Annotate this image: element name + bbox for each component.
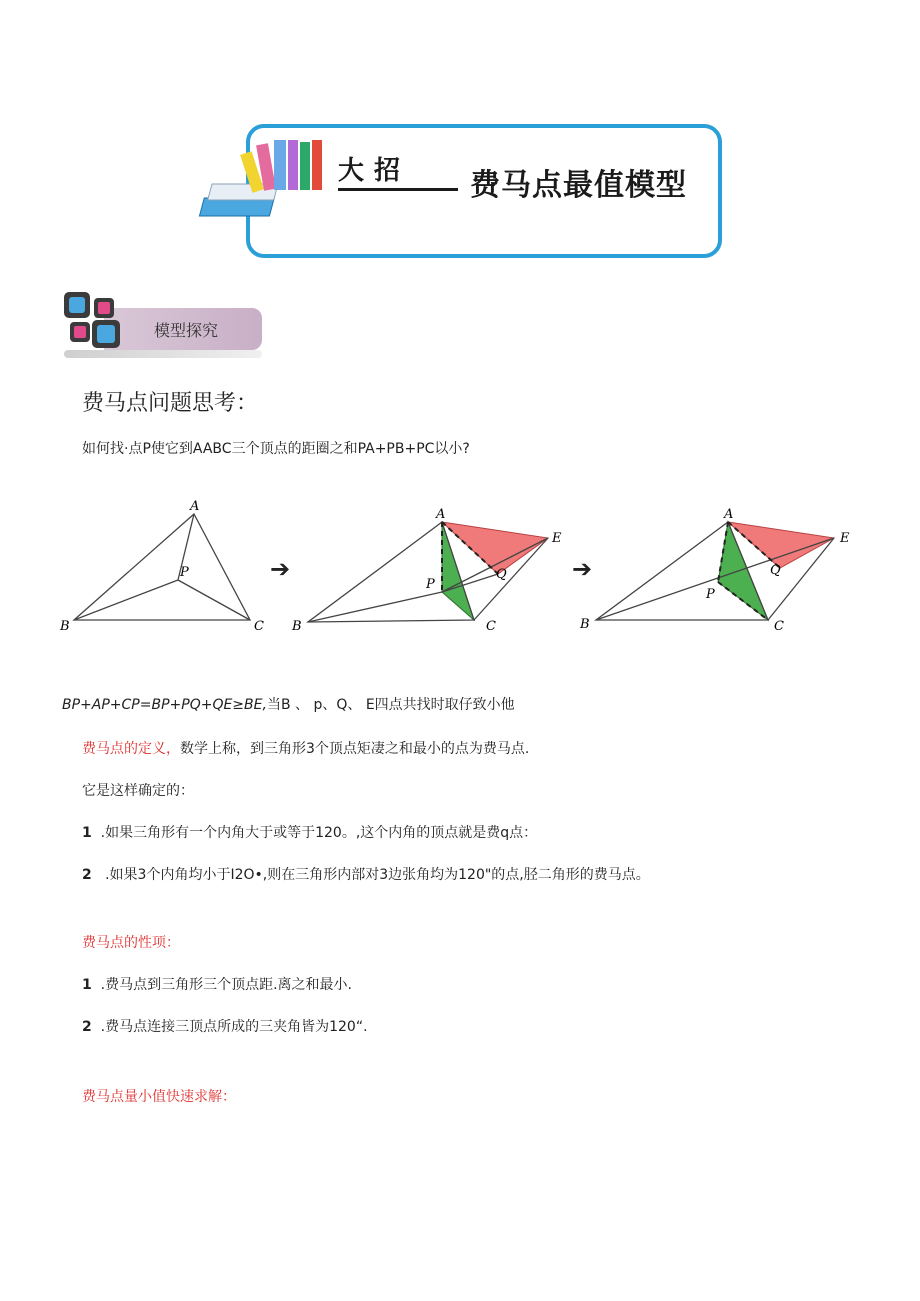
squares-icon [60, 290, 124, 354]
property-2-num: 2 [82, 1019, 92, 1035]
rule-1 [82, 822, 537, 842]
rule-1-text: .如果三角形有一个内角大于或等于120。,这个内角的顶点就是费q点： [100, 825, 538, 841]
figure-triangle-p [56, 496, 276, 636]
label-p: P [706, 587, 715, 602]
property-2-text: .费马点连接三顶点所成的三夹角皆为120“. [100, 1019, 368, 1035]
banner-small-label: 大招 [338, 156, 411, 186]
label-e: E [552, 531, 562, 546]
rule-2-text: .如果3个内角均小于I2O•,则在三角形内部对3边张角均为120"的点,胫二角形的费马点。 [105, 867, 650, 883]
label-p: P [426, 577, 435, 592]
definition-label: 费马点的定义， [82, 741, 180, 757]
equation-line [62, 694, 515, 714]
label-b: B [60, 619, 70, 634]
label-e: E [840, 531, 850, 546]
definition-text: 数学上称，到三角形3个顶点矩凄之和最小的点为费马点. [180, 741, 530, 757]
figure-rotation-2 [578, 500, 868, 640]
properties-title: 费马点的性项： [82, 935, 180, 951]
property-1-text: .费马点到三角形三个顶点距.离之和最小. [100, 977, 353, 993]
figure-rotation-1 [288, 500, 578, 640]
label-a: A [724, 507, 734, 522]
section-heading: 费马点问题思考： [82, 391, 259, 416]
section-tag-label: 模型探究 [154, 321, 219, 340]
property-2 [82, 1016, 368, 1036]
quick-solve-title: 费马点量小值快速求解： [82, 1089, 236, 1105]
arrow-1: ➔ [270, 555, 291, 583]
question-text: 如何找·点P使它到AABC三个顶点的距圈之和PA+PB+PC以小? [82, 441, 470, 457]
rule-2 [82, 864, 650, 884]
label-a: A [436, 507, 446, 522]
label-a: A [190, 499, 200, 514]
label-b: B [292, 619, 302, 634]
property-1 [82, 974, 352, 994]
label-b: B [580, 617, 590, 632]
equation-formula: BP+AP+CP=BP+PQ+QE≥BE, [62, 697, 267, 713]
label-c: C [774, 619, 784, 634]
determined-text: 它是这样确定的： [82, 783, 194, 799]
banner-underline [338, 188, 458, 191]
banner-title: 费马点最值模型 [470, 168, 687, 203]
property-1-num: 1 [82, 977, 92, 993]
rule-1-num: 1 [82, 825, 92, 841]
label-q: Q [770, 563, 781, 578]
arrow-2: ➔ [572, 555, 593, 583]
books-icon [184, 134, 334, 230]
equation-text: 当B 、 p、Q、 E四点共找时取仔致小他 [266, 697, 515, 713]
label-c: C [486, 619, 496, 634]
rule-2-num: 2 [82, 867, 92, 883]
label-q: Q [496, 567, 507, 582]
label-p: P [180, 565, 189, 580]
label-c: C [254, 619, 264, 634]
definition-line [82, 738, 529, 758]
